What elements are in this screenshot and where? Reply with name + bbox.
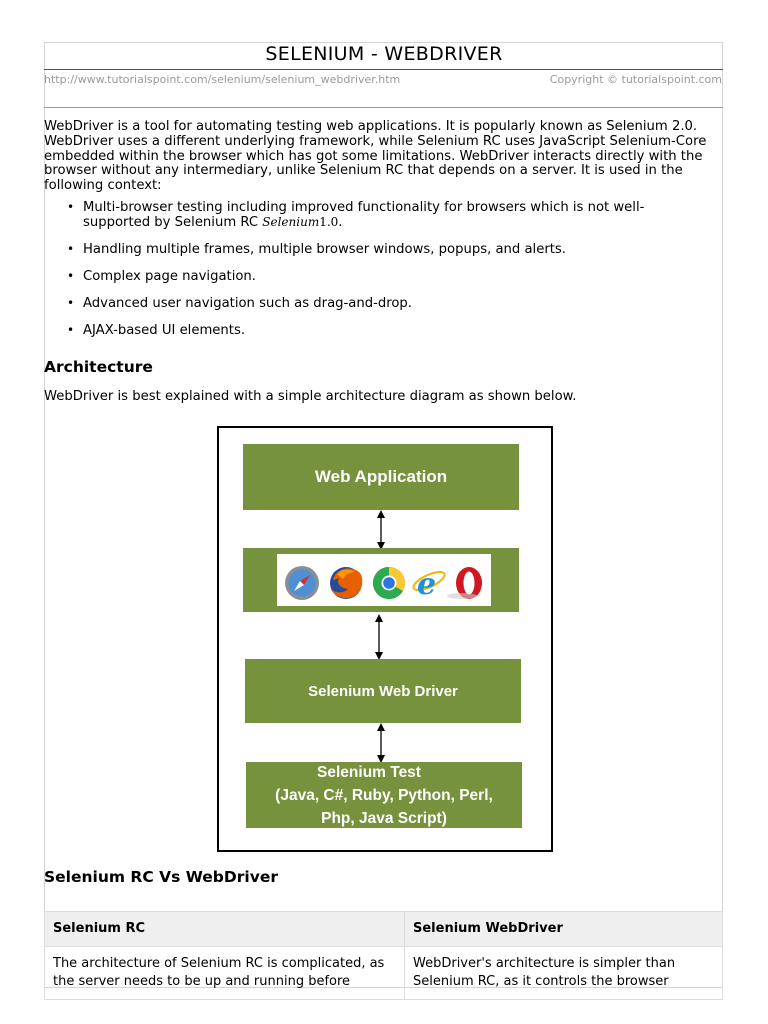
web-application-box: Web Application [243, 444, 519, 510]
test-title: Selenium Test [317, 763, 421, 781]
table-cell: WebDriver's architecture is simpler than Selenium RC, as it controls the browser [405, 947, 723, 1000]
header-divider [44, 107, 723, 108]
version-number: 1.0 [319, 214, 339, 229]
svg-text:e: e [417, 567, 437, 602]
arrow-2 [367, 614, 391, 660]
version-italic: Selenium [262, 214, 320, 229]
table-header-row [45, 912, 723, 947]
column-header-rc: Selenium RC [45, 912, 405, 947]
opera-icon [447, 567, 482, 599]
intro-section [44, 120, 720, 350]
comparison-table [44, 911, 723, 1000]
safari-icon [285, 566, 319, 600]
test-languages-1: (Java, C#, Ruby, Python, Perl, [275, 786, 493, 804]
list-item-end: . [338, 214, 343, 230]
test-languages-2: Php, Java Script) [321, 809, 447, 827]
title-divider [44, 69, 723, 70]
architecture-heading: Architecture [44, 358, 153, 376]
source-url[interactable]: http://www.tutorialspoint.com/selenium/selenium_webdriver.htm [44, 73, 401, 86]
chrome-icon [373, 567, 405, 599]
column-header-webdriver: Selenium WebDriver [405, 912, 723, 947]
browsers-box [243, 548, 519, 612]
list-item: • Advanced user navigation such as drag-and-drop. [83, 296, 720, 311]
intro-paragraph: WebDriver is a tool for automating testing web applications. It is popularly known as Selenium 2.0. WebDriver uses a different underlying framework, while Selenium RC uses JavaScript Selenium-Core embedded within the browser which has got some limitations. WebDriver interacts directly with the browser without any intermediary, unlike Selenium RC that depends on a server. It is used in the following context: [44, 119, 707, 194]
list-item-text: Multi-browser testing including improved functionality for browsers which is not well-supported by Selenium RC [83, 199, 645, 230]
architecture-text: WebDriver is best explained with a simple architecture diagram as shown below. [44, 389, 577, 404]
arrow-1 [369, 510, 393, 550]
browser-icons [277, 554, 491, 606]
comparison-heading: Selenium RC Vs WebDriver [44, 868, 278, 886]
list-item: • Complex page navigation. [83, 269, 720, 284]
context-list [44, 200, 720, 338]
web-driver-box: Selenium Web Driver [245, 659, 521, 723]
internet-explorer-icon [411, 567, 447, 602]
arrow-3 [369, 723, 393, 763]
table-row [45, 947, 723, 1000]
firefox-icon [330, 567, 362, 599]
browser-icons-strip [277, 554, 491, 606]
list-item [83, 200, 720, 230]
list-item: • Handling multiple frames, multiple browser windows, popups, and alerts. [83, 242, 720, 257]
list-item: • AJAX-based UI elements. [83, 323, 720, 338]
table-cell: The architecture of Selenium RC is complicated, as the server needs to be up and running before [45, 947, 405, 1000]
selenium-test-box [246, 762, 522, 828]
copyright-notice: Copyright © tutorialspoint.com [549, 73, 722, 86]
page-title: SELENIUM - WEBDRIVER [265, 43, 503, 65]
architecture-diagram [217, 426, 553, 852]
